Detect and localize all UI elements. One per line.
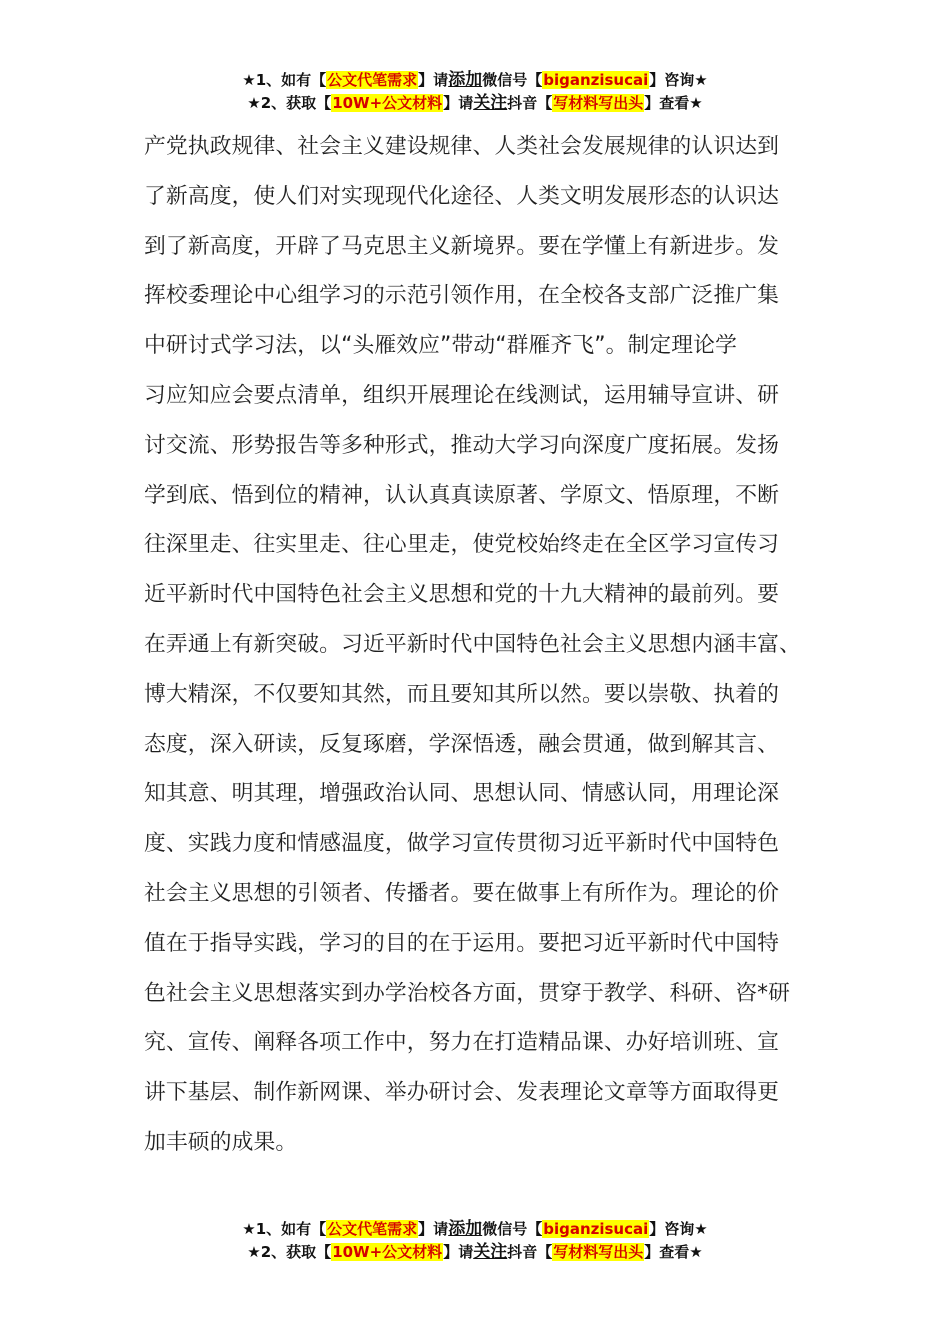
banner-text: 】请	[418, 71, 449, 89]
body-line: 产党执政规律、社会主义建设规律、人类社会发展规律的认识达到	[144, 134, 780, 159]
header-banner	[0, 69, 950, 115]
body-line: 度、实践力度和情感温度，做学习宣传贯彻习近平新时代中国特色	[144, 831, 780, 857]
body-line: 习应知应会要点清单，组织开展理论在线测试，运用辅导宣讲、研	[144, 382, 780, 408]
banner-highlight: 写材料写出头	[553, 1243, 644, 1261]
banner-highlight: 10W+公文材料	[332, 1243, 443, 1261]
body-line: 在弄通上有新突破。习近平新时代中国特色社会主义思想内涵丰富、	[144, 631, 801, 657]
body-line: 值在于指导实践，学习的目的在于运用。要把习近平新时代中国特	[144, 930, 780, 956]
banner-line-2	[0, 92, 950, 115]
banner-text: 抖音【	[507, 94, 553, 112]
body-line: 色社会主义思想落实到办学治校各方面，贯穿于教学、科研、咨*研	[144, 980, 791, 1006]
body-line: 社会主义思想的引领者、传播者。要在做事上有所作为。理论的价	[144, 880, 780, 906]
banner-text: 】请	[443, 94, 474, 112]
banner-text: ★2、获取【	[247, 1243, 332, 1261]
body-line: 讲下基层、制作新网课、举办研讨会、发表理论文章等方面取得更	[144, 1080, 780, 1106]
banner-text: 】请	[443, 1243, 474, 1261]
banner-text: ★1、如有【	[242, 71, 327, 89]
banner-text: 微信号【	[482, 71, 543, 89]
banner-emphasis: 关注	[473, 93, 508, 113]
body-line: 博大精深，不仅要知其然，而且要知其所以然。要以崇敬、执着的	[144, 681, 780, 707]
banner-text: 】咨询★	[649, 1220, 708, 1238]
banner-text: 抖音【	[507, 1243, 553, 1261]
body-line: 了新高度，使人们对实现现代化途径、人类文明发展形态的认识达	[144, 183, 780, 209]
body-line: 往深里走、往实里走、往心里走，使党校始终走在全区学习宣传习	[144, 532, 780, 558]
banner-emphasis: 添加	[448, 70, 483, 90]
banner-highlight: 写材料写出头	[553, 94, 644, 112]
document-body	[144, 122, 808, 1168]
banner-line-2	[0, 1241, 950, 1264]
banner-highlight: 公文代笔需求	[327, 1220, 418, 1238]
banner-text: 】查看★	[644, 1243, 703, 1261]
banner-text: 】咨询★	[649, 71, 708, 89]
body-line: 态度，深入研读，反复琢磨，学深悟透，融会贯通，做到解其言、	[144, 731, 780, 757]
banner-highlight: biganzisucai	[543, 71, 649, 89]
banner-line-1	[0, 69, 950, 92]
banner-emphasis: 添加	[448, 1219, 483, 1239]
banner-text: 】请	[418, 1220, 449, 1238]
banner-text: ★1、如有【	[242, 1220, 327, 1238]
body-line: 知其意、明其理，增强政治认同、思想认同、情感认同，用理论深	[144, 781, 780, 807]
banner-text: 】查看★	[644, 94, 703, 112]
body-line: 中研讨式学习法，以“头雁效应”带动“群雁齐飞”。制定理论学	[144, 333, 737, 359]
banner-line-1	[0, 1218, 950, 1241]
banner-highlight: biganzisucai	[543, 1220, 649, 1238]
body-line: 究、宣传、阐释各项工作中，努力在打造精品课、办好培训班、宣	[144, 1030, 780, 1056]
body-line: 讨交流、形势报告等多种形式，推动大学习向深度广度拓展。发扬	[144, 432, 780, 458]
body-line: 近平新时代中国特色社会主义思想和党的十九大精神的最前列。要	[144, 582, 780, 608]
banner-emphasis: 关注	[473, 1242, 508, 1262]
banner-text: 微信号【	[482, 1220, 543, 1238]
banner-text: ★2、获取【	[247, 94, 332, 112]
banner-highlight: 公文代笔需求	[327, 71, 418, 89]
body-line: 挥校委理论中心组学习的示范引领作用，在全校各支部广泛推广集	[144, 283, 780, 309]
body-line: 加丰硕的成果。	[144, 1129, 298, 1155]
footer-banner	[0, 1218, 950, 1264]
body-line: 学到底、悟到位的精神，认认真真读原著、学原文、悟原理，不断	[144, 482, 780, 508]
body-line: 到了新高度，开辟了马克思主义新境界。要在学懂上有新进步。发	[144, 233, 780, 259]
banner-highlight: 10W+公文材料	[332, 94, 443, 112]
